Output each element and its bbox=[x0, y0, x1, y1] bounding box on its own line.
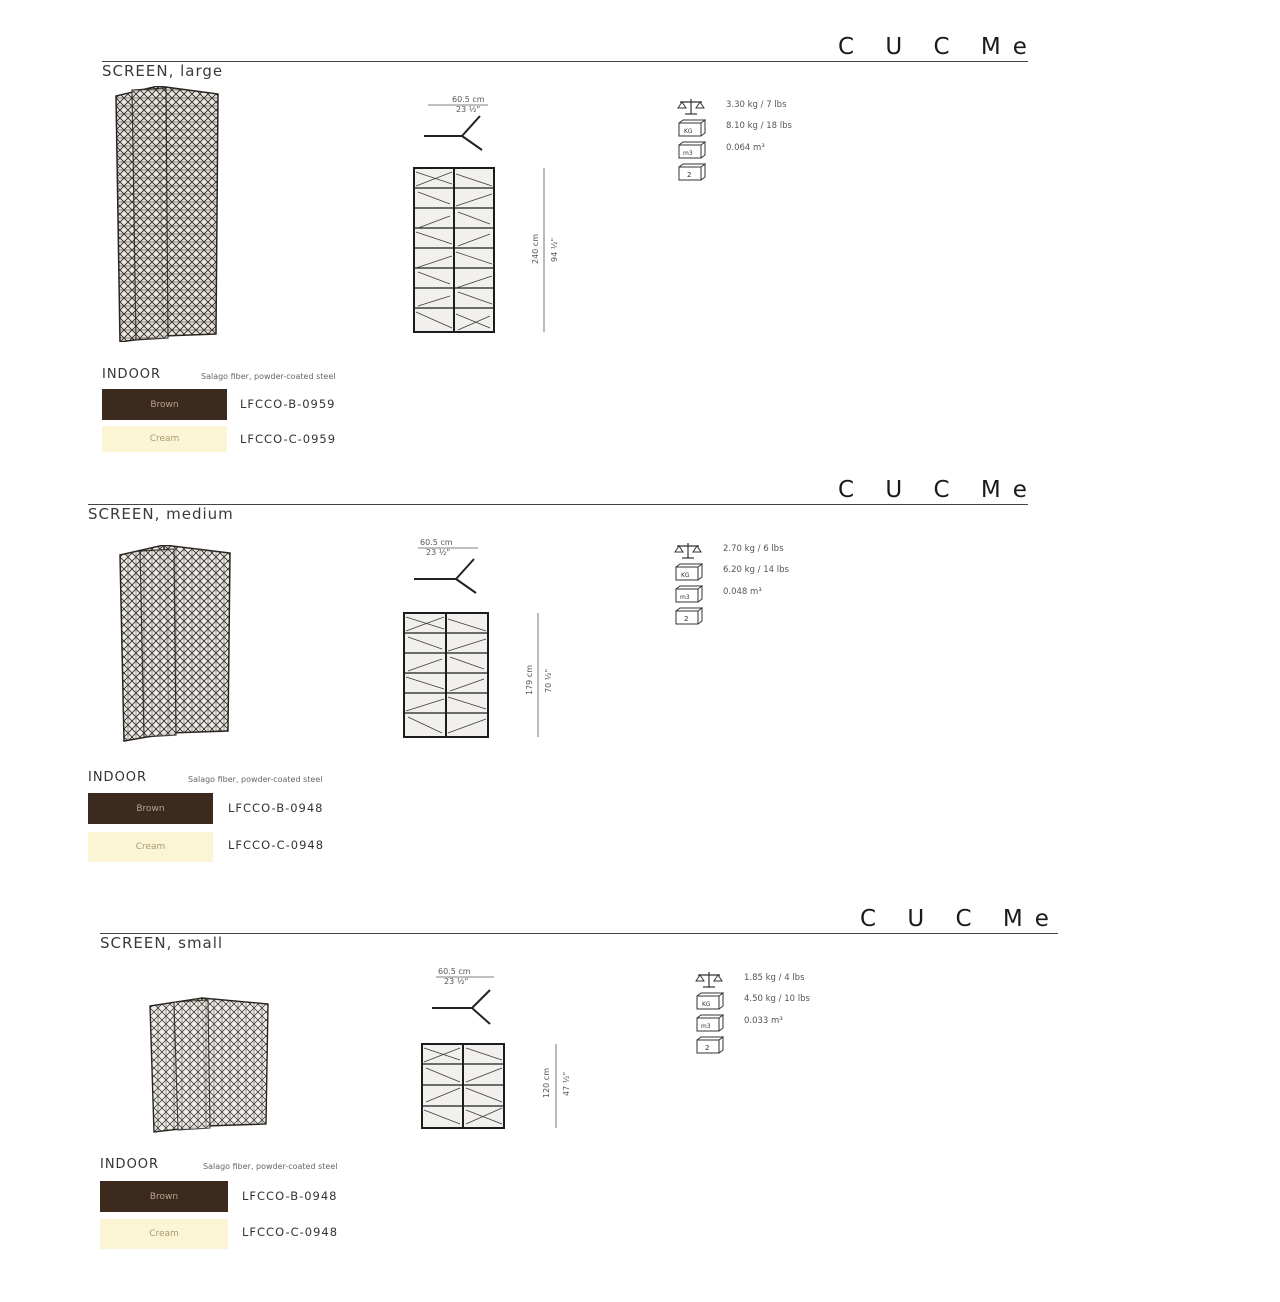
svg-text:KG: KG bbox=[681, 572, 690, 579]
dimension-drawing bbox=[402, 535, 572, 745]
product-code-brown: LFCCO-B-0948 bbox=[242, 1189, 338, 1203]
swatch-cream: Cream bbox=[88, 832, 213, 862]
brand-logo: C U C Me bbox=[838, 477, 1039, 503]
top-view-diagram bbox=[424, 116, 482, 150]
spec-volume bbox=[673, 584, 873, 604]
usage-label: INDOOR bbox=[100, 1157, 160, 1172]
spec-gross-weight bbox=[676, 118, 876, 138]
volume-value: 0.048 m³ bbox=[723, 587, 762, 597]
width-cm-label: 60.5 cm bbox=[438, 967, 471, 976]
product-code-brown: LFCCO-B-0959 bbox=[240, 397, 336, 411]
spec-volume bbox=[694, 1013, 894, 1033]
width-in-label: 23 ½" bbox=[426, 548, 451, 557]
svg-text:KG: KG bbox=[702, 1001, 711, 1008]
product-title: SCREEN, large bbox=[102, 62, 224, 80]
material-label: Salago fiber, powder-coated steel bbox=[203, 1162, 338, 1171]
width-in-label: 23 ½" bbox=[456, 105, 481, 114]
height-cm-label: 240 cm bbox=[531, 233, 540, 264]
box-count-icon bbox=[676, 162, 706, 182]
top-view-diagram bbox=[414, 559, 476, 593]
width-in-label: 23 ½" bbox=[444, 977, 469, 986]
svg-text:m3: m3 bbox=[680, 594, 690, 601]
header-rule bbox=[100, 933, 1058, 934]
dimension-drawing bbox=[412, 92, 582, 342]
box-weight-icon bbox=[694, 991, 724, 1011]
spec-gross-weight bbox=[673, 562, 873, 582]
box-count-value: 2 bbox=[705, 1044, 710, 1052]
volume-value: 0.033 m³ bbox=[744, 1016, 783, 1026]
box-count-icon bbox=[694, 1035, 724, 1055]
height-in-label: 47 ½" bbox=[562, 1071, 571, 1096]
net-weight-value: 2.70 kg / 6 lbs bbox=[723, 544, 784, 554]
gross-weight-value: 8.10 kg / 18 lbs bbox=[726, 121, 792, 131]
usage-label: INDOOR bbox=[88, 770, 148, 785]
material-label: Salago fiber, powder-coated steel bbox=[201, 372, 336, 381]
front-view-diagram bbox=[414, 168, 494, 332]
front-view-diagram bbox=[422, 1044, 504, 1128]
net-weight-value: 3.30 kg / 7 lbs bbox=[726, 100, 787, 110]
product-code-cream: LFCCO-C-0948 bbox=[242, 1225, 339, 1239]
scale-icon bbox=[676, 97, 706, 117]
gross-weight-value: 4.50 kg / 10 lbs bbox=[744, 994, 810, 1004]
box-weight-icon bbox=[673, 562, 703, 582]
product-title: SCREEN, small bbox=[100, 934, 224, 952]
scale-icon bbox=[694, 970, 724, 990]
spec-net-weight bbox=[673, 541, 873, 561]
volume-value: 0.064 m³ bbox=[726, 143, 765, 153]
svg-text:m3: m3 bbox=[683, 150, 693, 157]
gross-weight-value: 6.20 kg / 14 lbs bbox=[723, 565, 789, 575]
spec-boxes bbox=[694, 1035, 894, 1055]
brand-logo: C U C Me bbox=[860, 906, 1061, 932]
scale-icon bbox=[673, 541, 703, 561]
volume-box-icon bbox=[694, 1013, 724, 1033]
height-cm-label: 120 cm bbox=[542, 1067, 551, 1098]
spec-gross-weight bbox=[694, 991, 894, 1011]
material-label: Salago fiber, powder-coated steel bbox=[188, 775, 323, 784]
product-photo bbox=[116, 545, 234, 745]
spec-boxes bbox=[676, 162, 876, 182]
height-cm-label: 179 cm bbox=[525, 664, 534, 695]
volume-box-icon bbox=[673, 584, 703, 604]
box-count-value: 2 bbox=[687, 171, 692, 179]
box-count-icon bbox=[673, 606, 703, 626]
net-weight-value: 1.85 kg / 4 lbs bbox=[744, 973, 805, 983]
height-in-label: 70 ½" bbox=[544, 668, 553, 693]
svg-text:KG: KG bbox=[684, 128, 693, 135]
dimension-drawing bbox=[418, 964, 588, 1134]
swatch-cream: Cream bbox=[102, 426, 227, 452]
product-title: SCREEN, medium bbox=[88, 505, 234, 523]
header-rule bbox=[102, 61, 1028, 62]
usage-label: INDOOR bbox=[102, 367, 162, 382]
front-view-diagram bbox=[404, 613, 488, 737]
box-weight-icon bbox=[676, 118, 706, 138]
swatch-brown: Brown bbox=[102, 389, 227, 420]
product-code-brown: LFCCO-B-0948 bbox=[228, 801, 324, 815]
product-code-cream: LFCCO-C-0948 bbox=[228, 838, 325, 852]
swatch-brown: Brown bbox=[100, 1181, 228, 1212]
top-view-diagram bbox=[432, 990, 490, 1024]
spec-volume bbox=[676, 140, 876, 160]
volume-box-icon bbox=[676, 140, 706, 160]
width-cm-label: 60.5 cm bbox=[452, 95, 485, 104]
product-photo bbox=[146, 996, 272, 1134]
product-code-cream: LFCCO-C-0959 bbox=[240, 432, 337, 446]
height-in-label: 94 ½" bbox=[550, 237, 559, 262]
brand-logo: C U C Me bbox=[838, 34, 1039, 60]
spec-boxes bbox=[673, 606, 873, 626]
swatch-cream: Cream bbox=[100, 1219, 228, 1249]
product-section-large bbox=[0, 0, 1280, 446]
product-section-small bbox=[0, 872, 1280, 1302]
width-cm-label: 60.5 cm bbox=[420, 538, 453, 547]
swatch-brown: Brown bbox=[88, 793, 213, 824]
box-count-value: 2 bbox=[684, 615, 689, 623]
product-section-medium bbox=[0, 443, 1280, 873]
spec-net-weight bbox=[676, 97, 876, 117]
product-photo bbox=[112, 86, 222, 342]
svg-text:m3: m3 bbox=[701, 1023, 711, 1030]
spec-net-weight bbox=[694, 970, 894, 990]
